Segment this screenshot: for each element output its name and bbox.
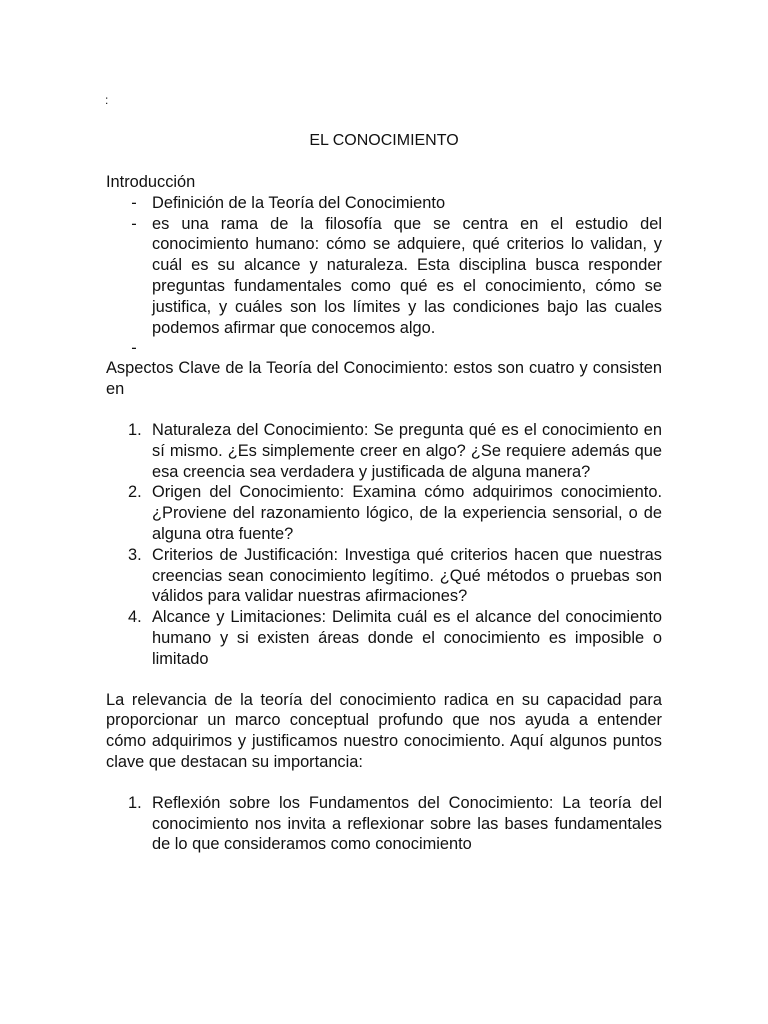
dash-marker: - xyxy=(131,214,137,233)
number-marker: 4. xyxy=(128,608,142,627)
document-content xyxy=(106,172,662,855)
number-marker: 1. xyxy=(128,420,142,439)
relevance-numbered-list xyxy=(106,793,662,855)
intro-item-2-text: es una rama de la filosofía que se centra en el estudio del conocimiento humano: cómo se adquiere, qué criterios lo validan, y cuál es su alcance y naturaleza. Esta disciplina busca responder preguntas fundamentales como qué es el conocimiento, cómo se justifica, y cuáles son los límites y las condiciones bajo las cuales podemos afirmar que conocemos algo. xyxy=(152,214,662,337)
dash-marker: - xyxy=(131,193,137,212)
top-colon-mark: : xyxy=(105,93,109,107)
number-marker: 3. xyxy=(128,545,142,564)
aspects-lead-paragraph: Aspectos Clave de la Teoría del Conocimiento: estos son cuatro y consisten en xyxy=(106,359,662,399)
relevance-item-1 xyxy=(106,793,662,855)
aspects-numbered-list xyxy=(106,420,662,670)
relevance-item-1-text: Reflexión sobre los Fundamentos del Conocimiento: La teoría del conocimiento nos invita a reflexionar sobre las bases fundamentales de lo que consideramos como conocimiento xyxy=(152,793,662,854)
aspect-item-1-text: Naturaleza del Conocimiento: Se pregunta qué es el conocimiento en sí mismo. ¿Es simplemente creer en algo? ¿Se requiere además que esa creencia sea verdadera y justificada de alguna manera? xyxy=(152,420,662,481)
aspect-item-3-text: Criterios de Justificación: Investiga qué criterios hacen que nuestras creencias sean conocimiento legítimo. ¿Qué métodos o pruebas son válidos para validar nuestras afirmaciones? xyxy=(152,545,662,606)
dash-marker: - xyxy=(131,339,137,358)
relevance-lead-paragraph: La relevancia de la teoría del conocimiento radica en su capacidad para proporcionar un marco conceptual profundo que nos ayuda a entender cómo adquirimos y justificamos nuestro conocimiento. Aquí algunos puntos clave que destacan su importancia: xyxy=(106,690,662,771)
intro-dash-list xyxy=(106,193,662,358)
intro-item-1 xyxy=(106,193,662,214)
aspect-item-4 xyxy=(106,607,662,669)
intro-item-2 xyxy=(106,214,662,339)
number-marker: 1. xyxy=(128,793,142,812)
aspect-item-2-text: Origen del Conocimiento: Examina cómo adquirimos conocimiento. ¿Proviene del razonamiento lógico, de la experiencia sensorial, o de alguna otra fuente? xyxy=(152,483,662,543)
aspect-item-1 xyxy=(106,420,662,482)
intro-item-1-text: Definición de la Teoría del Conocimiento xyxy=(152,193,446,212)
intro-heading: Introducción xyxy=(106,173,196,191)
aspect-item-2 xyxy=(106,482,662,544)
aspect-item-3 xyxy=(106,545,662,607)
number-marker: 2. xyxy=(128,483,142,502)
aspect-item-4-text: Alcance y Limitaciones: Delimita cuál es el alcance del conocimiento humano y si existen áreas donde el conocimiento es imposible o limitado xyxy=(152,608,662,668)
document-title: EL CONOCIMIENTO xyxy=(309,132,459,149)
